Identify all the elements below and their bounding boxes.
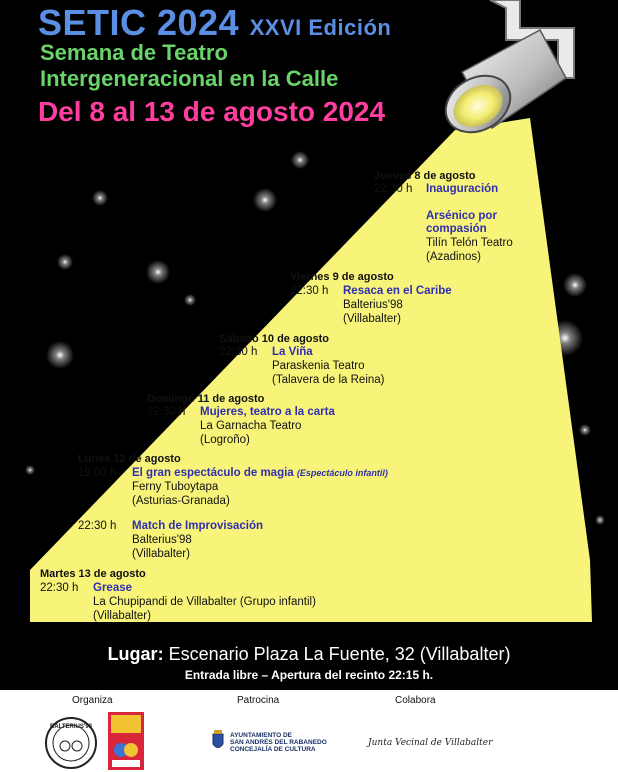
day-label: Sábado 10 de agosto: [219, 333, 330, 345]
company-name: Paraskenia Teatro: [272, 360, 365, 372]
event-time: 22:30 h: [290, 285, 329, 297]
company-name: La Chupipandi de Villabalter (Grupo infantil): [93, 596, 316, 608]
subtitle-line2: Intergeneracional en la Calle: [40, 66, 339, 91]
ayuntamiento-text: [230, 732, 327, 753]
footer-sponsors: [0, 690, 618, 772]
company-name: Balterius'98: [132, 534, 192, 546]
organiza-label: Organiza: [72, 695, 113, 706]
federacion-logo: [108, 712, 144, 770]
event-time: 22:30 h: [40, 582, 79, 594]
entry-info: Entrada libre – Apertura del recinto 22:15 h.: [184, 668, 434, 682]
balterius-logo: [42, 716, 100, 770]
company-place: (Asturias-Granada): [132, 495, 230, 507]
event-time: 22:30 h: [374, 183, 413, 195]
event-time: 22:30 h: [219, 346, 258, 358]
company-place: (Logroño): [200, 434, 250, 446]
ayto-line1: AYUNTAMIENTO DE: [230, 732, 292, 739]
show-title: Match de Improvisación: [132, 520, 264, 532]
day-label: Lunes 12 de agosto: [78, 453, 181, 465]
show-title-text: El gran espectáculo de magia: [132, 467, 294, 479]
show-title: Resaca en el Caribe: [343, 285, 452, 297]
title-main: SETIC 2024: [38, 2, 240, 43]
balterius-logo-text: BALTERIUS'98: [50, 724, 92, 730]
colabora-label: Colabora: [395, 695, 436, 706]
show-title-line1: Arsénico por: [426, 210, 497, 222]
junta-vecinal-text: Junta Vecinal de Villabalter: [368, 738, 493, 748]
event-time: 22:30 h: [78, 520, 117, 532]
day-label: Domingo 11 de agosto: [147, 393, 265, 405]
event-title: [38, 2, 391, 44]
ayto-line2: SAN ANDRÉS DEL RABANEDO: [230, 739, 327, 746]
company-place: (Villabalter): [343, 313, 401, 325]
patrocina-label: Patrocina: [237, 695, 280, 706]
event-dates: Del 8 al 13 de agosto 2024: [38, 96, 386, 127]
company-place: (Talavera de la Reina): [272, 374, 385, 386]
day-label: Martes 13 de agosto: [40, 568, 146, 580]
day-label: Jueves 8 de agosto: [374, 170, 476, 182]
company-name: Tilín Telón Teatro: [426, 237, 513, 249]
venue-label: Lugar:: [107, 644, 164, 664]
venue-address: Escenario Plaza La Fuente, 32 (Villabalter): [168, 644, 511, 664]
show-title: Inauguración: [426, 183, 499, 195]
show-title: [132, 467, 388, 480]
ayto-line3: CONCEJALÍA DE CULTURA: [230, 746, 316, 753]
day-label: Viernes 9 de agosto: [290, 271, 394, 283]
show-title: La Viña: [272, 346, 313, 358]
edition-label: XXVI Edición: [249, 15, 392, 40]
show-title-line2: compasión: [426, 223, 487, 235]
venue-line: [0, 644, 618, 665]
event-time: 22:30 h: [147, 406, 186, 418]
company-place: (Azadinos): [426, 251, 481, 263]
company-name: La Garnacha Teatro: [200, 420, 302, 432]
show-title: Grease: [93, 582, 133, 594]
event-time: 19:00 h: [78, 467, 117, 479]
company-name: Ferny Tuboytapa: [132, 481, 219, 493]
spotlight-icon: [436, 0, 574, 144]
show-title: Mujeres, teatro a la carta: [200, 406, 335, 418]
company-place: (Villabalter): [132, 548, 190, 560]
company-name: Balterius'98: [343, 299, 403, 311]
coat-of-arms-icon: [211, 730, 225, 752]
subtitle-line1: Semana de Teatro: [40, 40, 228, 65]
show-note: (Espectáculo infantil): [296, 468, 388, 478]
company-place: (Villabalter): [93, 610, 151, 622]
